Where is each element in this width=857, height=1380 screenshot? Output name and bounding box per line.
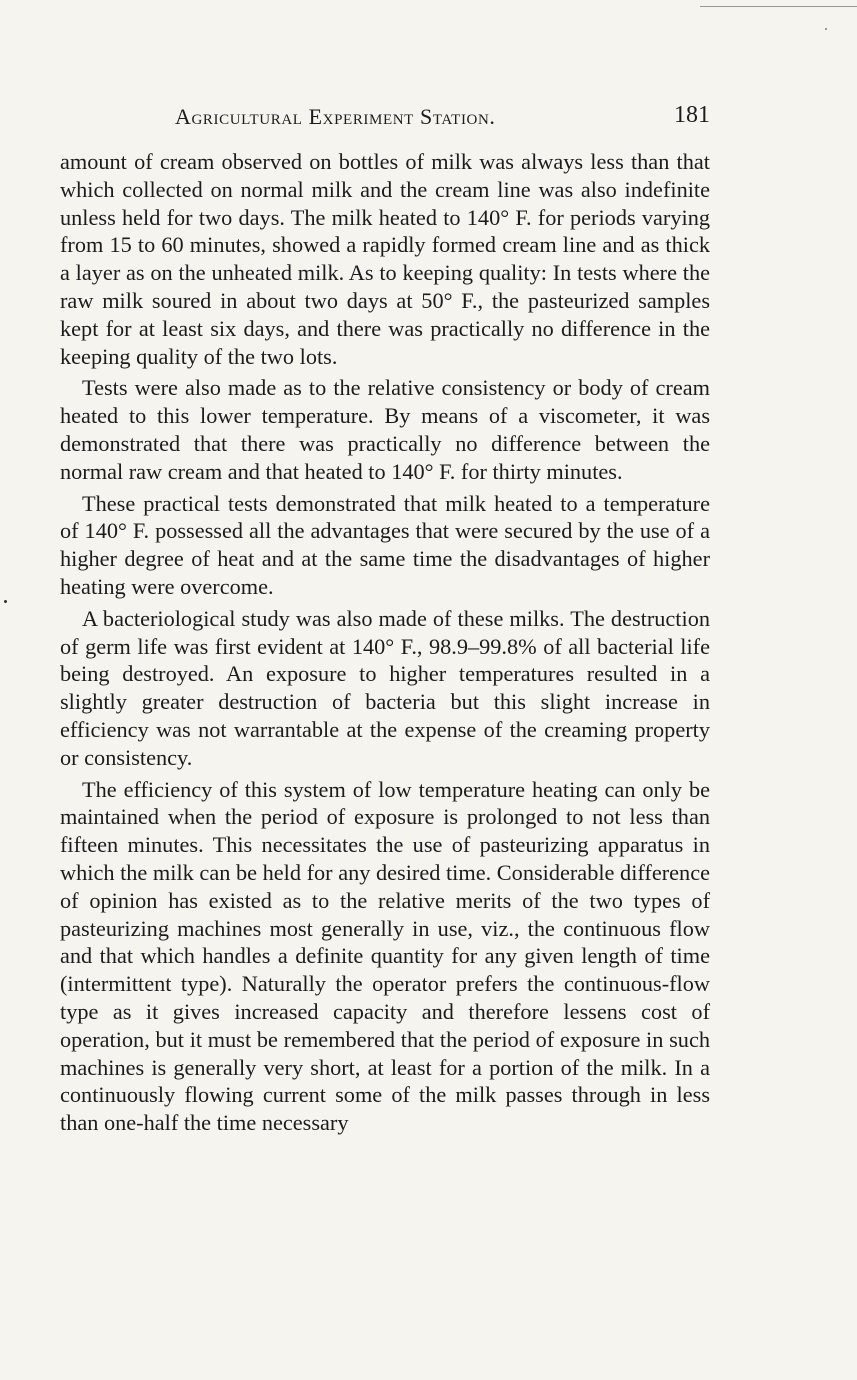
running-title: Agricultural Experiment Station. <box>175 104 496 129</box>
paragraph-practical-tests: These practical tests demonstrated that milk heated to a temperature of 140° F. possessed all the advantages that were secured by the use of a higher degree of heat and at the same time the disadvantages of higher heating were overcome. <box>60 490 710 599</box>
page-edge-line <box>700 6 857 7</box>
scan-speck <box>825 28 827 30</box>
body-text <box>60 148 710 1137</box>
paragraph-continued: amount of cream observed on bottles of milk was always less than that which collected on normal milk and the cream line was also indefinite unless held for two days. The milk heated to 140° F. for periods varying from 15 to 60 minutes, showed a rapidly formed cream line and as thick a layer as on the unheated milk. As to keeping quality: In tests where the raw milk soured in about two days at 50° F., the pasteurized samples kept for at least six days, and there was practically no difference in the keeping quality of the two lots. <box>60 149 710 369</box>
page-number: 181 <box>674 102 710 128</box>
margin-mark <box>4 600 7 603</box>
running-header <box>60 104 710 138</box>
paragraph-efficiency: The efficiency of this system of low temperature heating can only be maintained when the period of exposure is prolonged to not less than fifteen minutes. This necessitates the use of pasteurizing apparatus in which the milk can be held for any desired time. Considerable difference of opinion has existed as to the relative merits of the two types of pasteurizing machines most generally in use, viz., the continuous flow and that which handles a definite quantity for any given length of time (intermittent type). Naturally the operator prefers the continuous-flow type as it gives increased capacity and therefore lessens cost of operation, but it must be remembered that the period of exposure in such machines is generally very short, at least for a portion of the milk. In a continuously flowing current some of the milk passes through in less than one-half the time necessary <box>60 776 710 1136</box>
paragraph-viscosity: Tests were also made as to the relative consistency or body of cream heated to this lower temperature. By means of a viscometer, it was demonstrated that there was practically no difference between the normal raw cream and that heated to 140° F. for thirty minutes. <box>60 375 710 484</box>
paragraph-bacteriological-study: A bacteriological study was also made of these milks. The destruction of germ life was first evident at 140° F., 98.9–99.8% of all bacterial life being destroyed. An exposure to higher temperatures resulted in a slightly greater destruction of bacteria but this slight increase in efficiency was not warrantable at the expense of the creaming property or consistency. <box>60 605 710 770</box>
